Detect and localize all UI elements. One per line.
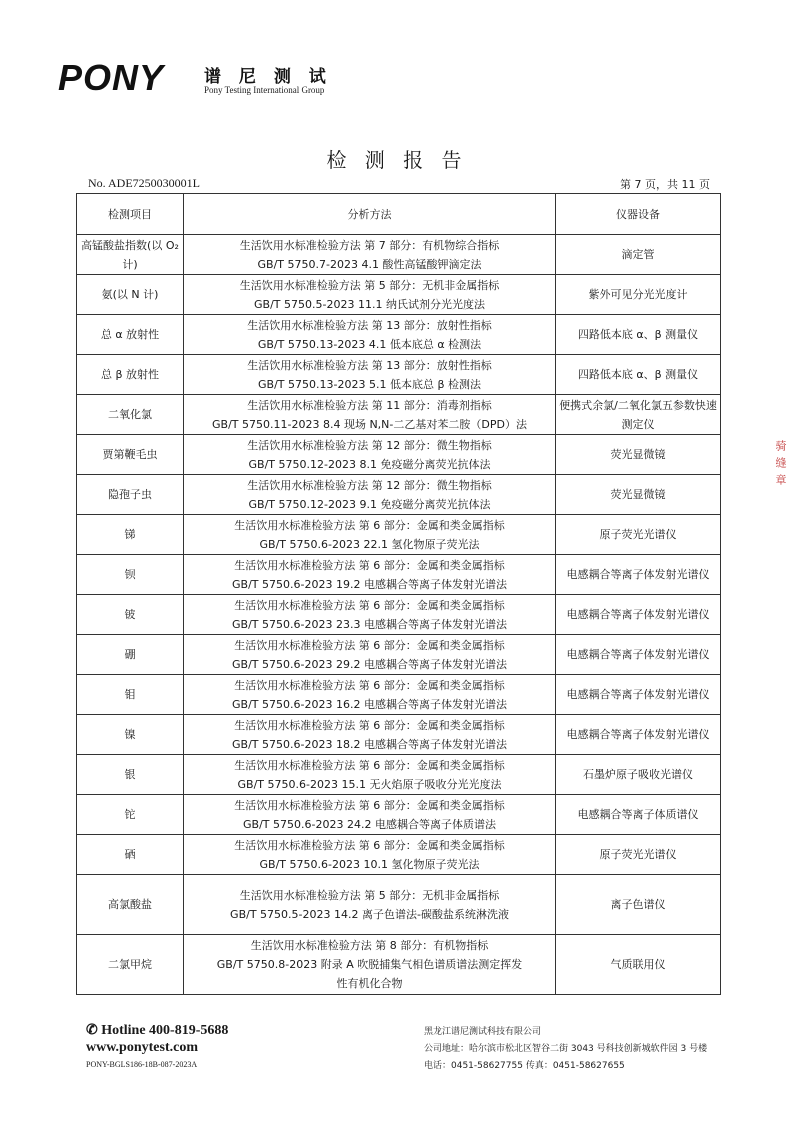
method-line: 生活饮用水标准检验方法 第 6 部分：金属和类金属指标 — [234, 758, 505, 772]
instrument-cell: 原子荧光光谱仪 — [556, 835, 721, 875]
seam-stamp: 骑缝章 — [774, 440, 787, 491]
instrument-cell: 荧光显微镜 — [556, 435, 721, 475]
method-cell — [184, 235, 556, 275]
test-item-cell: 高锰酸盐指数(以 O₂计) — [77, 235, 184, 275]
table-row — [77, 595, 721, 635]
instrument-cell: 石墨炉原子吸收光谱仪 — [556, 755, 721, 795]
form-code: PONY-BGLS186-18B-087-2023A — [86, 1060, 198, 1069]
method-line: 生活饮用水标准检验方法 第 6 部分：金属和类金属指标 — [234, 598, 505, 612]
method-cell — [184, 435, 556, 475]
test-item-cell: 隐孢子虫 — [77, 475, 184, 515]
table-row — [77, 555, 721, 595]
method-cell — [184, 555, 556, 595]
test-item-cell: 钼 — [77, 675, 184, 715]
table-row — [77, 395, 721, 435]
instrument-cell: 气质联用仪 — [556, 935, 721, 995]
method-line: GB/T 5750.6-2023 15.1 无火焰原子吸收分光光度法 — [237, 777, 502, 791]
method-line: GB/T 5750.6-2023 23.3 电感耦合等离子体发射光谱法 — [232, 617, 507, 631]
report-number: No. ADE7250030001L — [88, 176, 200, 190]
table-row — [77, 755, 721, 795]
method-line: GB/T 5750.11-2023 8.4 现场 N,N-二乙基对苯二胺（DPD）法 — [212, 417, 527, 431]
method-cell — [184, 475, 556, 515]
method-line: GB/T 5750.7-2023 4.1 酸性高锰酸钾滴定法 — [257, 257, 482, 271]
method-line: 生活饮用水标准检验方法 第 6 部分：金属和类金属指标 — [234, 638, 505, 652]
method-line: 生活饮用水标准检验方法 第 11 部分：消毒剂指标 — [247, 398, 492, 412]
method-line: GB/T 5750.13-2023 5.1 低本底总 β 检测法 — [258, 377, 481, 391]
instrument-cell: 紫外可见分光光度计 — [556, 275, 721, 315]
page-title: 检 测 报 告 — [326, 148, 468, 172]
method-line: 生活饮用水标准检验方法 第 13 部分：放射性指标 — [247, 358, 492, 372]
instrument-cell: 便携式余氯/二氧化氯五参数快速测定仪 — [556, 395, 721, 435]
table-row — [77, 715, 721, 755]
method-line: 性有机化合物 — [336, 977, 403, 990]
method-line: 生活饮用水标准检验方法 第 8 部分：有机物指标 — [250, 939, 489, 952]
test-item-cell: 铊 — [77, 795, 184, 835]
table-header-row — [77, 194, 721, 235]
footer-contact — [86, 1022, 228, 1069]
method-cell — [184, 935, 556, 995]
test-item-cell: 银 — [77, 755, 184, 795]
method-table — [76, 193, 721, 995]
method-line: GB/T 5750.12-2023 9.1 免疫磁分离荧光抗体法 — [248, 497, 491, 511]
method-line: 生活饮用水标准检验方法 第 12 部分：微生物指标 — [247, 438, 492, 452]
method-line: 生活饮用水标准检验方法 第 12 部分：微生物指标 — [247, 478, 492, 492]
test-item-cell: 贾第鞭毛虫 — [77, 435, 184, 475]
method-cell — [184, 755, 556, 795]
test-item-cell: 硒 — [77, 835, 184, 875]
table-row — [77, 835, 721, 875]
column-header-instrument: 仪器设备 — [556, 194, 721, 235]
method-line: 生活饮用水标准检验方法 第 6 部分：金属和类金属指标 — [234, 678, 505, 692]
table-row — [77, 315, 721, 355]
table-row — [77, 935, 721, 995]
table-row — [77, 355, 721, 395]
company-name-en: Pony Testing International Group — [204, 85, 325, 95]
test-item-cell: 锑 — [77, 515, 184, 555]
instrument-cell: 电感耦合等离子体发射光谱仪 — [556, 635, 721, 675]
method-cell — [184, 355, 556, 395]
instrument-cell: 原子荧光光谱仪 — [556, 515, 721, 555]
table-body — [77, 235, 721, 995]
column-header-method: 分析方法 — [184, 194, 556, 235]
method-line: GB/T 5750.6-2023 18.2 电感耦合等离子体发射光谱法 — [232, 737, 507, 751]
instrument-cell: 四路低本底 α、β 测量仪 — [556, 315, 721, 355]
test-item-cell: 二氧化氯 — [77, 395, 184, 435]
method-line: 生活饮用水标准检验方法 第 6 部分：金属和类金属指标 — [234, 838, 505, 852]
instrument-cell: 电感耦合等离子体发射光谱仪 — [556, 715, 721, 755]
test-item-cell: 高氯酸盐 — [77, 875, 184, 935]
method-line: 生活饮用水标准检验方法 第 6 部分：金属和类金属指标 — [234, 798, 505, 812]
instrument-cell: 电感耦合等离子体质谱仪 — [556, 795, 721, 835]
hotline-text: ✆ Hotline 400-819-5688 — [86, 1023, 229, 1038]
column-header-item: 检测项目 — [77, 194, 184, 235]
instrument-cell: 滴定管 — [556, 235, 721, 275]
test-item-cell: 总 β 放射性 — [77, 355, 184, 395]
instrument-cell: 电感耦合等离子体发射光谱仪 — [556, 555, 721, 595]
footer-address: 公司地址：哈尔滨市松北区智谷二街 3043 号科技创新城软件园 3 号楼 — [424, 1044, 708, 1054]
instrument-cell: 电感耦合等离子体发射光谱仪 — [556, 595, 721, 635]
table-row — [77, 635, 721, 675]
method-cell — [184, 875, 556, 935]
footer-address-block — [424, 1024, 744, 1075]
method-line: GB/T 5750.6-2023 24.2 电感耦合等离子体质谱法 — [243, 817, 496, 831]
method-cell — [184, 715, 556, 755]
table-row — [77, 875, 721, 935]
method-line: GB/T 5750.6-2023 19.2 电感耦合等离子体发射光谱法 — [232, 577, 507, 591]
method-line: GB/T 5750.6-2023 29.2 电感耦合等离子体发射光谱法 — [232, 657, 507, 671]
method-cell — [184, 515, 556, 555]
method-line: GB/T 5750.12-2023 8.1 免疫磁分离荧光抗体法 — [248, 457, 491, 471]
method-line: 生活饮用水标准检验方法 第 5 部分：无机非金属指标 — [239, 278, 500, 292]
instrument-cell: 荧光显微镜 — [556, 475, 721, 515]
method-line: GB/T 5750.6-2023 10.1 氢化物原子荧光法 — [259, 857, 480, 871]
method-line: GB/T 5750.6-2023 22.1 氢化物原子荧光法 — [259, 537, 480, 551]
table-row — [77, 515, 721, 555]
method-cell — [184, 315, 556, 355]
method-cell — [184, 635, 556, 675]
method-line: 生活饮用水标准检验方法 第 6 部分：金属和类金属指标 — [234, 558, 505, 572]
website-link[interactable]: www.ponytest.com — [86, 1040, 198, 1055]
company-name-cn: 谱 尼 测 试 — [204, 67, 332, 87]
table-row — [77, 275, 721, 315]
test-item-cell: 铍 — [77, 595, 184, 635]
method-line: GB/T 5750.13-2023 4.1 低本底总 α 检测法 — [257, 337, 482, 351]
test-item-cell: 总 α 放射性 — [77, 315, 184, 355]
footer-company: 黑龙江谱尼测试科技有限公司 — [424, 1027, 542, 1037]
test-item-cell: 二氯甲烷 — [77, 935, 184, 995]
method-line: 生活饮用水标准检验方法 第 6 部分：金属和类金属指标 — [234, 718, 505, 732]
table-row — [77, 235, 721, 275]
method-line: 生活饮用水标准检验方法 第 6 部分：金属和类金属指标 — [234, 518, 505, 532]
method-cell — [184, 595, 556, 635]
footer-phone: 电话：0451-58627755 传真：0451-58627655 — [424, 1061, 625, 1071]
instrument-cell: 四路低本底 α、β 测量仪 — [556, 355, 721, 395]
instrument-cell: 电感耦合等离子体发射光谱仪 — [556, 675, 721, 715]
instrument-cell: 离子色谱仪 — [556, 875, 721, 935]
page-indicator: 第 7 页，共 11 页 — [620, 178, 710, 191]
table-row — [77, 475, 721, 515]
method-line: GB/T 5750.6-2023 16.2 电感耦合等离子体发射光谱法 — [232, 697, 507, 711]
method-cell — [184, 275, 556, 315]
method-cell — [184, 795, 556, 835]
table-row — [77, 795, 721, 835]
method-line: GB/T 5750.5-2023 14.2 离子色谱法-碳酸盐系统淋洗液 — [230, 907, 509, 921]
test-item-cell: 硼 — [77, 635, 184, 675]
method-line: GB/T 5750.8-2023 附录 A 吹脱捕集气相色谱质谱法测定挥发 — [216, 958, 523, 971]
table-row — [77, 435, 721, 475]
method-line: 生活饮用水标准检验方法 第 5 部分：无机非金属指标 — [239, 888, 500, 902]
method-line: GB/T 5750.5-2023 11.1 纳氏试剂分光光度法 — [254, 297, 485, 311]
logo-mark: PONY — [58, 57, 165, 98]
table-row — [77, 675, 721, 715]
method-cell — [184, 675, 556, 715]
test-item-cell: 氨(以 N 计) — [77, 275, 184, 315]
method-cell — [184, 395, 556, 435]
test-item-cell: 钡 — [77, 555, 184, 595]
method-line: 生活饮用水标准检验方法 第 7 部分：有机物综合指标 — [239, 238, 500, 252]
method-line: 生活饮用水标准检验方法 第 13 部分：放射性指标 — [247, 318, 492, 332]
method-cell — [184, 835, 556, 875]
test-item-cell: 镍 — [77, 715, 184, 755]
